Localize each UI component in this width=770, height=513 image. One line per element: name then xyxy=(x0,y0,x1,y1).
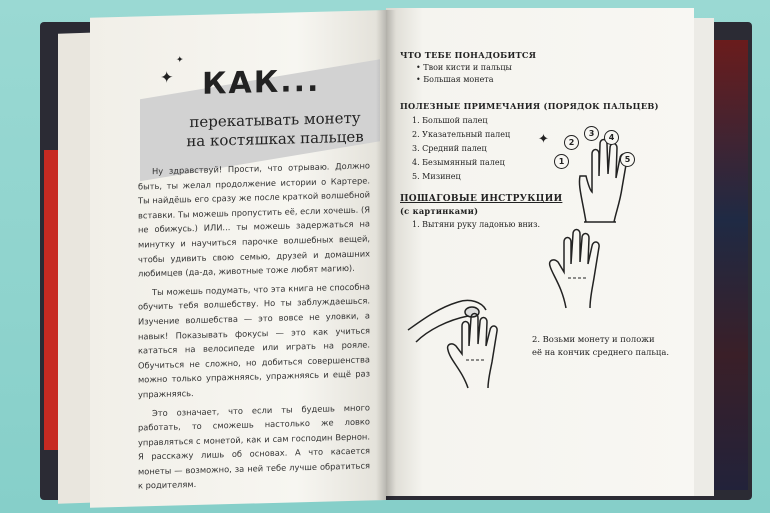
cover-edge-right xyxy=(710,40,748,490)
hand-with-coin-illustration xyxy=(408,280,518,390)
finger-item: 3. Средний палец xyxy=(412,144,487,153)
page-title: КАК... xyxy=(202,63,321,102)
left-page xyxy=(90,10,386,508)
steps-heading: ПОШАГОВЫЕ ИНСТРУКЦИИ xyxy=(400,194,563,204)
finger-number-badge: 5 xyxy=(620,152,635,167)
star-icon: ✦ xyxy=(538,132,549,147)
right-page xyxy=(386,8,694,496)
finger-number-badge: 3 xyxy=(584,126,599,141)
finger-number-badge: 2 xyxy=(564,135,579,150)
step-1-text: 1. Вытяни руку ладонью вниз. xyxy=(412,220,541,229)
finger-item: 5. Мизинец xyxy=(412,172,461,181)
need-item: • Большая монета xyxy=(416,75,494,84)
steps-subheading: (с картинками) xyxy=(400,206,479,216)
book-gutter xyxy=(376,10,396,500)
body-text xyxy=(138,158,370,497)
need-heading: ЧТО ТЕБЕ ПОНАДОБИТСЯ xyxy=(400,50,537,60)
finger-item: 1. Большой палец xyxy=(412,116,488,125)
finger-number-badge: 1 xyxy=(554,154,569,169)
finger-item: 4. Безымянный палец xyxy=(412,158,505,167)
step-2-text: 2. Возьми монету и положи её на кончик среднего пальца. xyxy=(532,334,669,357)
star-icon: ✦ xyxy=(160,67,174,87)
finger-item: 2. Указательный палец xyxy=(412,130,511,139)
page-subtitle: перекатывать монету на костяшках пальцев xyxy=(186,108,364,151)
paragraph: Это означает, что если ты будешь много работать, то сможешь настолько же ловко управляться с монетой, как и сам господин Вернон. Я расскажу лишь об основах. А что касается монеты — возможно, за ней тебе лучше обратиться к родителям. xyxy=(138,401,370,491)
star-icon: ✦ xyxy=(176,55,184,66)
need-item: • Твои кисти и пальцы xyxy=(416,63,512,72)
paragraph: Ну здравствуй! Прости, что отрываю. Должно быть, ты желал продолжение истории о Картере. Ты найдёшь его сразу же после краткой волшебной вставки. Ты можешь пропустить её, если хочешь. (Я не обижусь.) ИЛИ... ты можешь задержаться на минутку и научиться парочке волшебных вещей, чтобы удивить свою семью, друзей и домашних любимцев (да-да, животные тоже любят магию). xyxy=(138,160,370,279)
paragraph: Ты можешь подумать, что эта книга не способна обучить тебя волшебству. Но ты заблуждаешься. Изучение волшебства — это вовсе не уловки, а навык! Показывать фокусы — это как учиться кататься на велосипеде или играть на рояле. Обучиться не сложно, но добиться совершенства можно только упражняясь, упражняясь и ещё раз упражняясь. xyxy=(138,281,370,400)
hand-fingers-illustration xyxy=(566,136,656,216)
finger-number-badge: 4 xyxy=(604,130,619,145)
hand-palm-down-illustration xyxy=(546,228,616,308)
notes-heading: ПОЛЕЗНЫЕ ПРИМЕЧАНИЯ (ПОРЯДОК ПАЛЬЦЕВ) xyxy=(400,101,659,111)
